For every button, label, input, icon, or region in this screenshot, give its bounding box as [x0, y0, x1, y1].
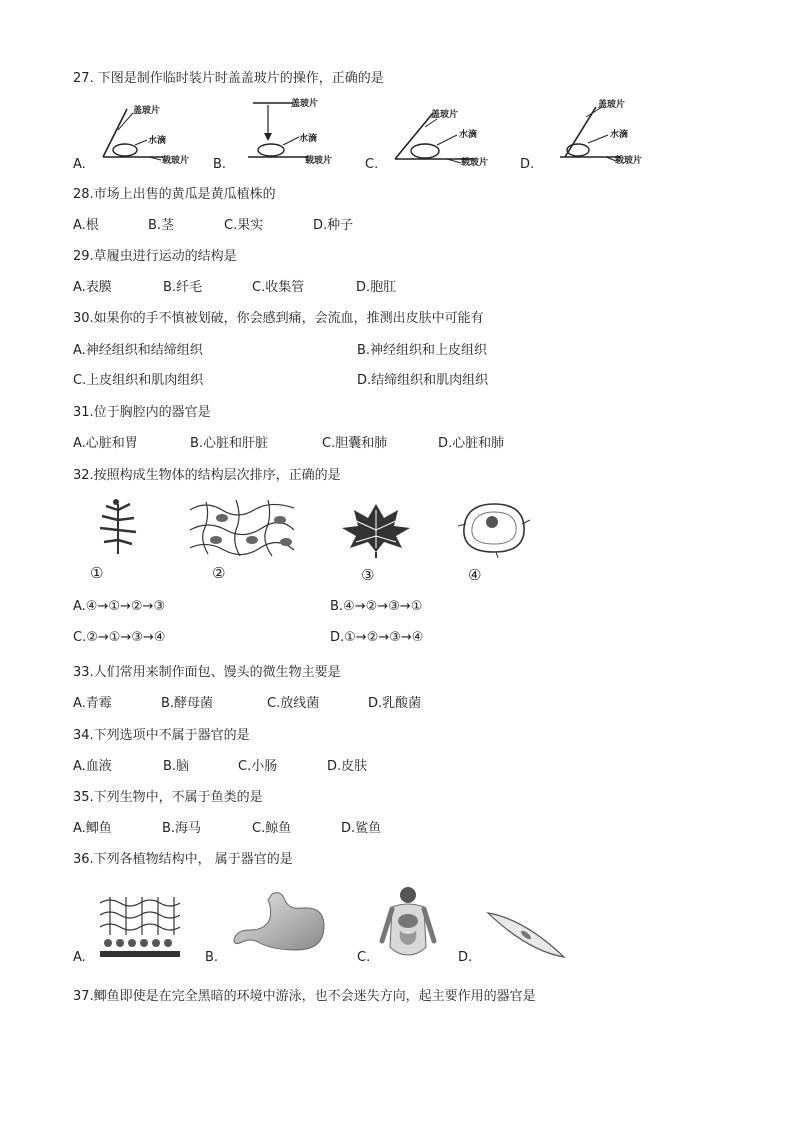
q27-option-a[interactable]: A. — [73, 157, 86, 172]
svg-text:水滴: 水滴 — [299, 134, 318, 144]
q36-option-c[interactable]: C. — [357, 950, 371, 965]
q27-option-c[interactable]: C. — [365, 157, 379, 172]
q29-stem: 29.草履虫进行运动的结构是 — [73, 249, 237, 264]
q27-figure-d — [520, 95, 660, 170]
svg-text:水滴: 水滴 — [459, 130, 478, 140]
q34-option-d[interactable]: D.皮肤 — [327, 759, 368, 774]
q30-option-c[interactable]: C.上皮组织和肌肉组织 — [73, 373, 204, 388]
q36-option-b[interactable]: B. — [205, 950, 219, 965]
q32-option-c[interactable]: C.②→①→③→④ — [73, 630, 166, 645]
q33-option-a[interactable]: A.青霉 — [73, 696, 112, 711]
q34-option-a[interactable]: A.血液 — [73, 759, 112, 774]
q35-option-a[interactable]: A.鲫鱼 — [73, 821, 112, 836]
plant-icon — [88, 498, 148, 556]
q32-option-a[interactable]: A.④→①→②→③ — [73, 599, 166, 614]
q27-stem: 27. 下图是制作临时装片时盖盖玻片的操作，正确的是 — [73, 71, 384, 86]
svg-text:水滴: 水滴 — [148, 136, 167, 146]
epithelial-tissue-icon — [100, 895, 180, 959]
q28-option-a[interactable]: A.根 — [73, 218, 99, 233]
q36-option-d[interactable]: D. — [458, 950, 473, 965]
q27-option-d[interactable]: D. — [520, 157, 535, 172]
q32-option-b[interactable]: B.④→②→③→① — [330, 599, 423, 614]
q33-option-b[interactable]: B.酵母菌 — [161, 696, 214, 711]
q30-stem: 30.如果你的手不慎被划破，你会感到痛，会流血，推测出皮肤中可能有 — [73, 311, 484, 326]
q35-option-d[interactable]: D.鲨鱼 — [341, 821, 382, 836]
human-body-icon — [378, 885, 438, 961]
q27-figure-b — [213, 95, 353, 170]
q29-option-a[interactable]: A.表膜 — [73, 280, 112, 295]
q32-label-1: ① — [90, 564, 104, 582]
q28-option-b[interactable]: B.茎 — [148, 218, 175, 233]
q28-option-d[interactable]: D.种子 — [313, 218, 354, 233]
q33-option-d[interactable]: D.乳酸菌 — [368, 696, 422, 711]
stomach-icon — [232, 890, 328, 956]
q31-stem: 31.位于胸腔内的器官是 — [73, 405, 211, 420]
q32-label-4: ④ — [468, 566, 482, 584]
q27-figure-a — [73, 95, 213, 170]
q29-option-d[interactable]: D.胞肛 — [356, 280, 397, 295]
svg-text:水滴: 水滴 — [610, 130, 629, 140]
q35-option-c[interactable]: C.鲸鱼 — [252, 821, 292, 836]
q31-option-d[interactable]: D.心脏和肺 — [438, 436, 505, 451]
q34-stem: 34.下列选项中不属于器官的是 — [73, 728, 250, 743]
q30-option-a[interactable]: A.神经组织和结缔组织 — [73, 343, 203, 358]
spindle-cell-icon — [484, 905, 568, 961]
q33-option-c[interactable]: C.放线菌 — [267, 696, 320, 711]
q29-option-b[interactable]: B.纤毛 — [163, 280, 203, 295]
svg-text:盖玻片: 盖玻片 — [598, 100, 626, 110]
q30-option-b[interactable]: B.神经组织和上皮组织 — [357, 343, 488, 358]
q37-stem: 37.鲫鱼即使是在完全黑暗的环境中游泳，也不会迷失方向，起主要作用的器官是 — [73, 989, 536, 1004]
q31-option-c[interactable]: C.胆囊和肺 — [322, 436, 388, 451]
q32-option-d[interactable]: D.①→②→③→④ — [330, 630, 424, 645]
svg-text:盖玻片: 盖玻片 — [133, 106, 161, 116]
q35-option-b[interactable]: B.海马 — [162, 821, 202, 836]
q28-stem: 28.市场上出售的黄瓜是黄瓜植株的 — [73, 187, 276, 202]
q31-option-b[interactable]: B.心脏和肝脏 — [190, 436, 269, 451]
q32-stem: 32.按照构成生物体的结构层次排序，正确的是 — [73, 468, 341, 483]
q36-stem: 36.下列各植物结构中， 属于器官的是 — [73, 852, 293, 867]
q32-label-3: ③ — [361, 566, 375, 584]
q34-option-c[interactable]: C.小肠 — [238, 759, 278, 774]
q33-stem: 33.人们常用来制作面包、馒头的微生物主要是 — [73, 665, 341, 680]
svg-text:载玻片: 载玻片 — [461, 158, 489, 168]
q36-option-a[interactable]: A. — [73, 950, 86, 965]
svg-text:盖玻片: 盖玻片 — [431, 110, 459, 120]
plant-cell-icon — [456, 498, 532, 558]
svg-text:载玻片: 载玻片 — [162, 156, 190, 166]
plant-tissue-icon — [186, 496, 298, 558]
q30-option-d[interactable]: D.结缔组织和肌肉组织 — [357, 373, 489, 388]
q35-stem: 35.下列生物中，不属于鱼类的是 — [73, 790, 263, 805]
svg-text:盖玻片: 盖玻片 — [291, 99, 319, 109]
q27-option-b[interactable]: B. — [213, 157, 227, 172]
q27-figure-c — [365, 95, 515, 170]
q32-label-2: ② — [212, 564, 226, 582]
q31-option-a[interactable]: A.心脏和胃 — [73, 436, 138, 451]
q29-option-c[interactable]: C.收集管 — [252, 280, 305, 295]
q34-option-b[interactable]: B.脑 — [163, 759, 190, 774]
svg-text:载玻片: 载玻片 — [615, 156, 643, 166]
leaf-icon — [340, 498, 412, 558]
q28-option-c[interactable]: C.果实 — [224, 218, 264, 233]
svg-text:载玻片: 载玻片 — [305, 156, 333, 166]
